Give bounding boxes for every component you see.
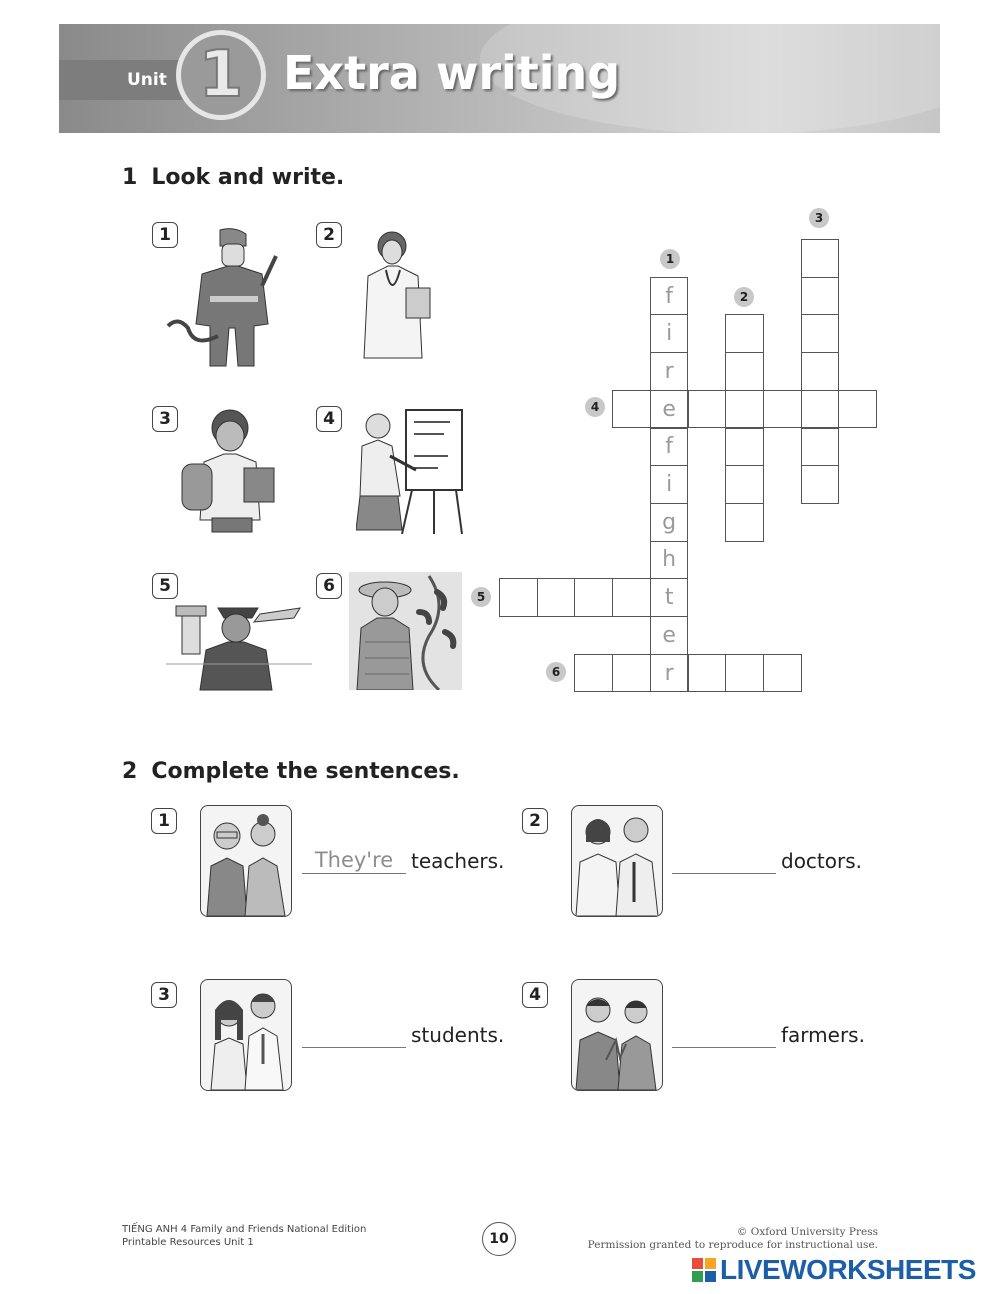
footer-resource-title: Printable Resources Unit 1: [122, 1237, 254, 1248]
sentence-label-2: 2: [522, 808, 548, 834]
footer-book-title: TIẾNG ANH 4 Family and Friends National Edition: [122, 1224, 367, 1235]
logo-square: [692, 1271, 703, 1282]
crossword-cell[interactable]: [801, 352, 840, 391]
crossword-cell[interactable]: [688, 654, 727, 693]
crossword-cell[interactable]: [612, 654, 651, 693]
sentence-3-answer[interactable]: [302, 1020, 406, 1048]
crossword-cell[interactable]: [574, 654, 613, 693]
crossword-cell[interactable]: [574, 578, 613, 617]
sentence-1-answer[interactable]: They're: [302, 846, 406, 874]
footer-copyright-line: © Oxford University Press: [736, 1226, 878, 1238]
teacher-icon: [356, 406, 466, 536]
sentence-4-answer[interactable]: [672, 1020, 776, 1048]
crossword-cell[interactable]: [725, 503, 764, 542]
crossword-cell[interactable]: [801, 277, 840, 316]
page-number: 10: [482, 1222, 516, 1256]
crossword-cell-filled: t: [650, 578, 689, 617]
picture-label-1: 1: [152, 222, 178, 248]
logo-square: [705, 1271, 716, 1282]
crossword-cell[interactable]: [725, 314, 764, 353]
crossword-cell[interactable]: [801, 428, 840, 467]
crossword-cell-filled: h: [650, 541, 689, 580]
clue-number-5: 5: [471, 587, 491, 607]
teachers-photo: [200, 805, 292, 917]
sentence-label-1: 1: [151, 808, 177, 834]
unit-number-badge: [176, 30, 266, 120]
liveworksheets-logo-text: LIVEWORKSHEETS: [720, 1254, 976, 1285]
crossword-cell[interactable]: [537, 578, 576, 617]
crossword-cell-filled: i: [650, 314, 689, 353]
footer-publication-info: [122, 1223, 366, 1249]
sentence-2-word: doctors.: [781, 849, 863, 873]
crossword-cell[interactable]: [612, 390, 651, 429]
picture-label-2: 2: [316, 222, 342, 248]
unit-label: Unit: [59, 60, 189, 100]
crossword-cell[interactable]: [499, 578, 538, 617]
crossword-cell[interactable]: [801, 390, 840, 429]
clue-number-3: 3: [809, 208, 829, 228]
crossword-cell[interactable]: [801, 239, 840, 278]
footer-permission-line: Permission granted to reproduce for instructional use.: [587, 1239, 878, 1251]
crossword-cell[interactable]: [725, 352, 764, 391]
exercise-2-instruction: Complete the sentences.: [151, 759, 460, 784]
crossword-cell[interactable]: [688, 390, 727, 429]
picture-label-5: 5: [152, 573, 178, 599]
footer-copyright: [588, 1226, 878, 1252]
exercise-2-number: 2: [122, 759, 138, 784]
liveworksheets-logo-icon: [692, 1258, 716, 1282]
crossword-cell[interactable]: [725, 428, 764, 467]
sentence-label-4: 4: [522, 982, 548, 1008]
crossword-cell[interactable]: [838, 390, 877, 429]
doctors-photo: [571, 805, 663, 917]
picture-label-4: 4: [316, 406, 342, 432]
sentence-4-word: farmers.: [781, 1023, 865, 1047]
crossword-cell-filled: g: [650, 503, 689, 542]
crossword-cell[interactable]: [801, 314, 840, 353]
doctor-icon: [346, 226, 442, 366]
crossword-cell[interactable]: [763, 390, 802, 429]
crossword-cell[interactable]: [725, 654, 764, 693]
firefighter-icon: [162, 226, 290, 368]
picture-label-6: 6: [316, 573, 342, 599]
crossword-cell-filled: e: [650, 616, 689, 655]
pilot-icon: [166, 584, 312, 692]
crossword-cell[interactable]: [725, 465, 764, 504]
clue-number-6: 6: [546, 662, 566, 682]
exercise-2-heading: [122, 759, 460, 784]
crossword-cell-filled: f: [650, 277, 689, 316]
clue-number-4: 4: [585, 397, 605, 417]
student-icon: [178, 406, 280, 534]
farmer-icon: [349, 572, 462, 690]
crossword-cell[interactable]: [725, 390, 764, 429]
clue-number-2: 2: [734, 287, 754, 307]
students-photo: [200, 979, 292, 1091]
sentence-2-answer[interactable]: [672, 846, 776, 874]
sentence-1-word: teachers.: [411, 849, 505, 873]
sentence-3-word: students.: [411, 1023, 505, 1047]
logo-square: [692, 1258, 703, 1269]
unit-number: 1: [198, 38, 244, 112]
crossword-cell[interactable]: [801, 465, 840, 504]
page-title: Extra writing: [283, 46, 621, 100]
crossword-cell[interactable]: [612, 578, 651, 617]
crossword-cell[interactable]: [763, 654, 802, 693]
picture-label-3: 3: [152, 406, 178, 432]
clue-number-1: 1: [660, 249, 680, 269]
crossword-cell-filled: f: [650, 428, 689, 467]
liveworksheets-logo[interactable]: [692, 1254, 976, 1286]
exercise-1-heading: [122, 165, 344, 190]
exercise-1-instruction: Look and write.: [151, 165, 345, 190]
sentence-label-3: 3: [151, 982, 177, 1008]
exercise-1-number: 1: [122, 165, 138, 190]
crossword-cell-filled: e: [650, 390, 689, 429]
crossword-cell-filled: r: [650, 654, 689, 693]
farmers-photo: [571, 979, 663, 1091]
logo-square: [705, 1258, 716, 1269]
crossword-cell-filled: i: [650, 465, 689, 504]
crossword-cell-filled: r: [650, 352, 689, 391]
